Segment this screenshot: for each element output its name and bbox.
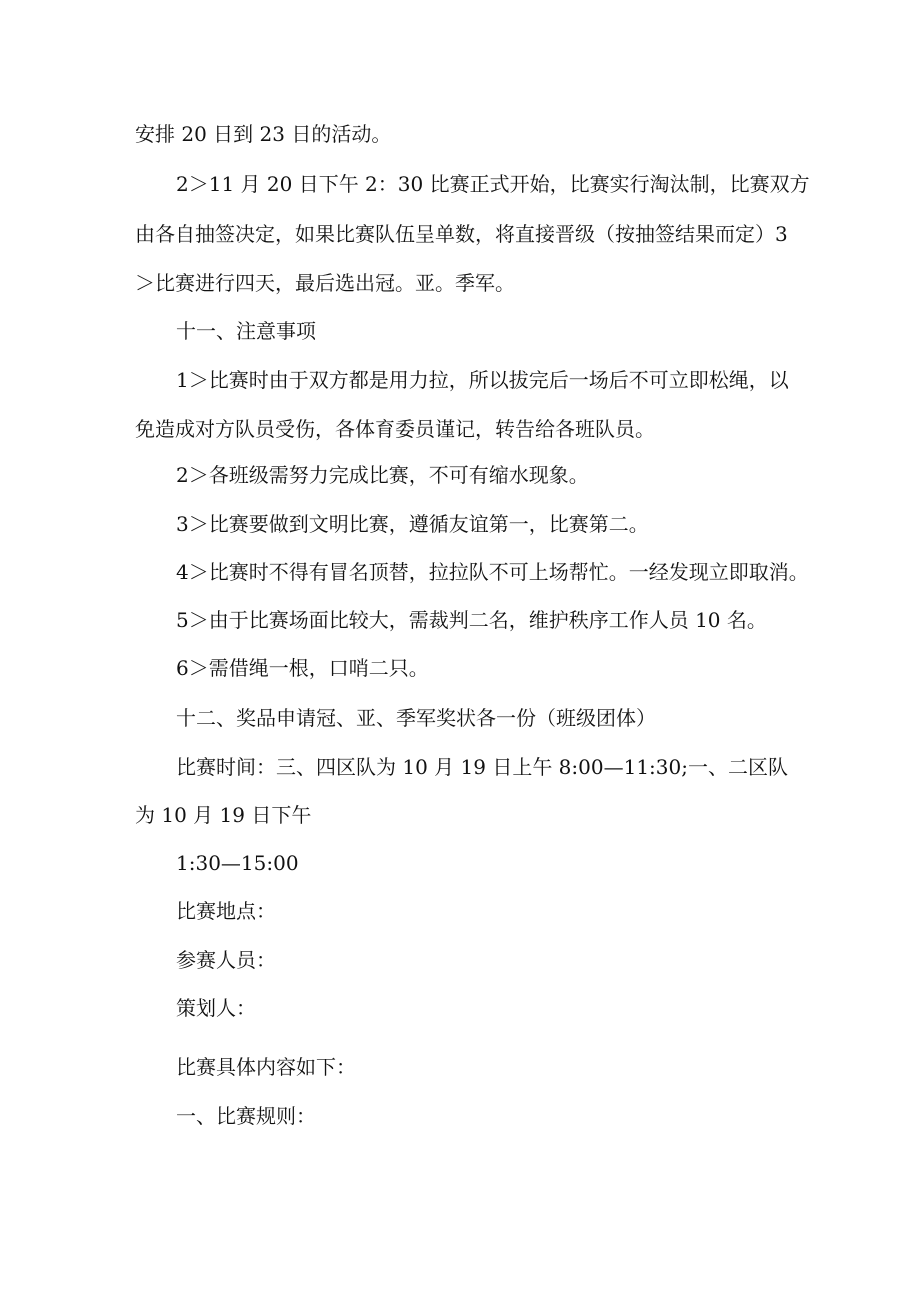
- text-line: 2＞各班级需努力完成比赛，不可有缩水现象。: [176, 463, 589, 487]
- text-line: 4＞比赛时不得有冒名顶替，拉拉队不可上场帮忙。一经发现立即取消。: [176, 560, 809, 584]
- field-label: 策划人：: [176, 996, 256, 1020]
- field-label: 参赛人员：: [176, 948, 276, 972]
- text-line: 6＞需借绳一根，口哨二只。: [176, 656, 429, 680]
- text-line: 1＞比赛时由于双方都是用力拉，所以拔完后一场后不可立即松绳，以: [176, 368, 789, 392]
- text-line: 为 10 月 19 日下午: [135, 803, 312, 827]
- text-line: 2＞11 月 20 日下午 2：30 比赛正式开始，比赛实行淘汰制，比赛双方: [176, 172, 810, 196]
- text-line: 1:30—15:00: [176, 851, 299, 875]
- text-line: 3＞比赛要做到文明比赛，遵循友谊第一，比赛第二。: [176, 512, 649, 536]
- text-line: 比赛具体内容如下：: [176, 1055, 356, 1079]
- text-line: 5＞由于比赛场面比较大，需裁判二名，维护秩序工作人员 10 名。: [176, 608, 767, 632]
- section-heading: 十一、注意事项: [176, 319, 316, 343]
- field-label: 比赛地点：: [176, 899, 276, 923]
- text-line: ＞比赛进行四天，最后选出冠。亚。季军。: [135, 271, 515, 295]
- text-line: 由各自抽签决定，如果比赛队伍呈单数，将直接晋级（按抽签结果而定）3: [135, 222, 788, 246]
- text-line: 比赛时间：三、四区队为 10 月 19 日上午 8:00—11:30;一、二区队: [176, 755, 788, 779]
- section-heading: 十二、奖品申请冠、亚、季军奖状各一份（班级团体）: [176, 706, 656, 730]
- text-line: 安排 20 日到 23 日的活动。: [135, 122, 392, 146]
- section-heading: 一、比赛规则：: [176, 1104, 316, 1128]
- text-line: 免造成对方队员受伤，各体育委员谨记，转告给各班队员。: [135, 417, 655, 441]
